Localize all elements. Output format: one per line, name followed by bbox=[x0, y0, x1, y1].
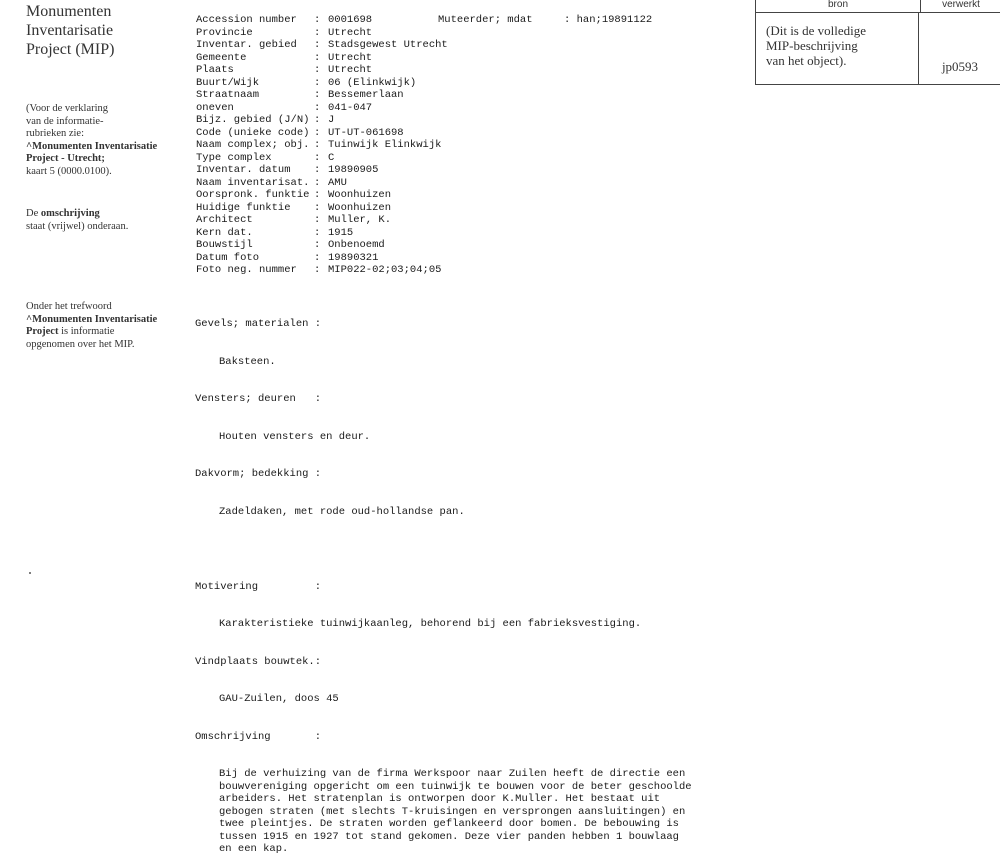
cell-verwerkt: jp0593 bbox=[941, 59, 979, 74]
header-verwerkt: verwerkt bbox=[942, 0, 980, 10]
omschrijving-line: twee pleintjes. De straten worden geflankeerd door bomen. De bebouwing is bbox=[219, 818, 679, 830]
field-row bbox=[196, 227, 448, 240]
field-value: Muller, K. bbox=[328, 214, 392, 226]
field-row bbox=[196, 264, 448, 277]
field-colon: : bbox=[314, 164, 321, 176]
note-line: van de informatie- bbox=[26, 115, 104, 127]
field-colon: : bbox=[314, 251, 321, 264]
field-row bbox=[196, 139, 448, 152]
field-row bbox=[196, 152, 448, 165]
field-colon: : bbox=[314, 214, 321, 226]
motivering-label: Motivering : bbox=[195, 580, 322, 593]
field-colon: : bbox=[314, 39, 321, 51]
field-colon: : bbox=[314, 189, 321, 201]
note-bold: omschrijving bbox=[40, 208, 100, 219]
field-value: Utrecht bbox=[328, 26, 373, 39]
field-label: Straatnaam bbox=[196, 89, 260, 101]
omschrijving-label: Omschrijving : bbox=[195, 730, 322, 743]
note-line: opgenomen over het MIP. bbox=[26, 338, 135, 350]
field-label: Provincie bbox=[196, 26, 253, 39]
vindplaats-label: Vindplaats bouwtek.: bbox=[195, 655, 322, 668]
field-row bbox=[196, 102, 448, 115]
field-label: oneven bbox=[196, 101, 234, 114]
note-line: rubrieken zie: bbox=[26, 128, 85, 139]
header-bron: bron bbox=[756, 0, 921, 12]
field-label: Type complex bbox=[196, 151, 272, 164]
field-value: AMU bbox=[328, 176, 347, 189]
field-row bbox=[196, 52, 448, 65]
field-row bbox=[196, 114, 448, 127]
field-value: C bbox=[328, 151, 335, 164]
field-value: 0001698 bbox=[328, 14, 373, 26]
field-value: Stadsgewest Utrecht bbox=[328, 39, 448, 51]
field-colon: : bbox=[314, 76, 321, 89]
note-bold: ^Monumenten Inventarisatie bbox=[26, 313, 158, 325]
source-table bbox=[755, 0, 1000, 85]
omschrijving-text bbox=[195, 768, 692, 856]
field-value: Tuinwijk Elinkwijk bbox=[328, 139, 442, 151]
title-line: Project (MIP) bbox=[26, 41, 115, 58]
gevels-value: Baksteen. bbox=[219, 355, 276, 368]
field-row bbox=[196, 89, 448, 102]
field-label: Accession number bbox=[196, 14, 297, 26]
field-label: Inventar. gebied bbox=[196, 39, 297, 51]
field-colon: : bbox=[314, 226, 321, 239]
field-row bbox=[196, 27, 448, 40]
omschrijving-line: bouwvereniging opgericht om een tuinwijk te bouwen voor de beter geschoolde bbox=[219, 780, 692, 793]
field-colon: : bbox=[314, 89, 321, 101]
note-bold: Project bbox=[26, 326, 59, 337]
field-colon: : bbox=[314, 126, 321, 139]
field-colon: : bbox=[314, 114, 321, 126]
bron-line: van het object). bbox=[766, 53, 847, 68]
field-row bbox=[196, 64, 448, 77]
title-line: Inventarisatie bbox=[26, 22, 114, 39]
field-row bbox=[196, 77, 448, 90]
cell-bron bbox=[756, 13, 919, 84]
field-value: 06 (Elinkwijk) bbox=[328, 76, 417, 89]
note-line: (Voor de verklaring bbox=[26, 103, 109, 114]
vindplaats-value: GAU-Zuilen, doos 45 bbox=[219, 693, 339, 705]
field-colon: : bbox=[314, 101, 321, 114]
field-colon: : bbox=[314, 151, 321, 164]
vensters-value: Houten vensters en deur. bbox=[219, 430, 371, 443]
omschrijving-line: gebogen straten (met slechts T-kruisingen en versprongen aansluitingen) en bbox=[219, 805, 686, 818]
field-colon: : bbox=[314, 26, 321, 39]
field-label: Code (unieke code) bbox=[196, 126, 310, 139]
record-description bbox=[195, 293, 692, 868]
field-colon: : bbox=[314, 64, 321, 76]
field-row bbox=[196, 14, 448, 27]
field-label: Foto neg. nummer bbox=[196, 264, 297, 276]
field-row bbox=[196, 177, 448, 190]
field-value: Woonhuizen bbox=[328, 189, 392, 201]
field-value: UT-UT-061698 bbox=[328, 126, 404, 139]
bron-line: MIP-beschrijving bbox=[766, 38, 858, 53]
mip-title bbox=[26, 2, 186, 59]
field-row bbox=[196, 164, 448, 177]
field-value: Woonhuizen bbox=[328, 201, 392, 214]
field-colon: : bbox=[314, 264, 321, 276]
vensters-label: Vensters; deuren : bbox=[195, 393, 322, 405]
field-label: Inventar. datum bbox=[196, 164, 291, 176]
omschrijving-line: arbeiders. Het stratenplan is ontworpen door K.Muller. Het bestaat uit bbox=[219, 793, 661, 805]
field-value: 1915 bbox=[328, 226, 354, 239]
field-value: 19890321 bbox=[328, 251, 379, 264]
record-fields bbox=[196, 14, 448, 277]
field-value: Utrecht bbox=[328, 64, 373, 76]
sidebar-note-keyword bbox=[26, 301, 186, 351]
field-row bbox=[196, 189, 448, 202]
note-text: De bbox=[26, 208, 41, 219]
field-label: Datum foto bbox=[196, 251, 260, 264]
field-row bbox=[196, 202, 448, 215]
field-label: Bijz. gebied (J/N) bbox=[196, 114, 310, 126]
field-label: Plaats bbox=[196, 64, 234, 76]
field-label: Bouwstijl bbox=[196, 239, 253, 251]
gevels-label: Gevels; materialen : bbox=[195, 318, 322, 330]
note-line: kaart 5 (0000.0100). bbox=[26, 165, 112, 177]
stray-dot bbox=[29, 572, 31, 574]
dakvorm-label: Dakvorm; bedekking : bbox=[195, 468, 322, 480]
field-colon: : bbox=[314, 239, 321, 251]
omschrijving-line: Bij de verhuizing van de firma Werkspoor naar Zuilen heeft de directie een bbox=[219, 768, 686, 780]
dakvorm-value: Zadeldaken, met rode oud-hollandse pan. bbox=[219, 505, 465, 518]
field-label: Gemeente bbox=[196, 51, 247, 64]
note-bold: ^Monumenten Inventarisatie bbox=[26, 140, 158, 152]
note-line: Onder het trefwoord bbox=[26, 301, 112, 312]
field-colon: : bbox=[314, 176, 321, 189]
source-table-header bbox=[756, 0, 1000, 13]
note-line: staat (vrijwel) onderaan. bbox=[26, 220, 129, 232]
field-label: Architect bbox=[196, 214, 253, 226]
field-value: Utrecht bbox=[328, 51, 373, 64]
sidebar-note-explanation bbox=[26, 103, 186, 178]
field-label: Kern dat. bbox=[196, 226, 253, 239]
note-bold: Project - Utrecht; bbox=[26, 153, 105, 164]
field-value: MIP022-02;03;04;05 bbox=[328, 264, 442, 276]
motivering-value: Karakteristieke tuinwijkaanleg, behorend bij een fabrieksvestiging. bbox=[219, 618, 642, 630]
field-colon: : bbox=[314, 51, 321, 64]
field-label: Naam inventarisat. bbox=[196, 176, 310, 189]
field-row bbox=[196, 127, 448, 140]
field-row bbox=[196, 252, 448, 265]
field-value: 19890905 bbox=[328, 164, 379, 176]
field-value: Onbenoemd bbox=[328, 239, 385, 251]
note-text: is informatie bbox=[58, 326, 115, 337]
field-value: 041-047 bbox=[328, 101, 373, 114]
field-label: Naam complex; obj. bbox=[196, 139, 310, 151]
field-value: J bbox=[328, 114, 335, 126]
sidebar bbox=[26, 2, 186, 59]
omschrijving-line: tussen 1915 en 1927 tot stand gekomen. Deze vier panden hebben 1 bouwlaag bbox=[219, 830, 679, 843]
source-table-body bbox=[756, 13, 1000, 84]
field-row bbox=[196, 214, 448, 227]
field-row bbox=[196, 39, 448, 52]
field-value: Bessemerlaan bbox=[328, 89, 404, 101]
field-row bbox=[196, 239, 448, 252]
muteerder-field: Muteerder; mdat : han;19891122 bbox=[438, 14, 653, 26]
field-label: Buurt/Wijk bbox=[196, 76, 260, 89]
bron-line: (Dit is de volledige bbox=[766, 23, 867, 38]
field-colon: : bbox=[314, 139, 321, 151]
sidebar-note-description bbox=[26, 208, 186, 233]
field-label: Oorspronk. funktie bbox=[196, 189, 310, 201]
title-line: Monumenten bbox=[26, 3, 112, 20]
field-colon: : bbox=[314, 14, 321, 26]
field-label: Huidige funktie bbox=[196, 201, 291, 214]
field-colon: : bbox=[314, 201, 321, 214]
omschrijving-line: en een kap. bbox=[219, 843, 289, 855]
